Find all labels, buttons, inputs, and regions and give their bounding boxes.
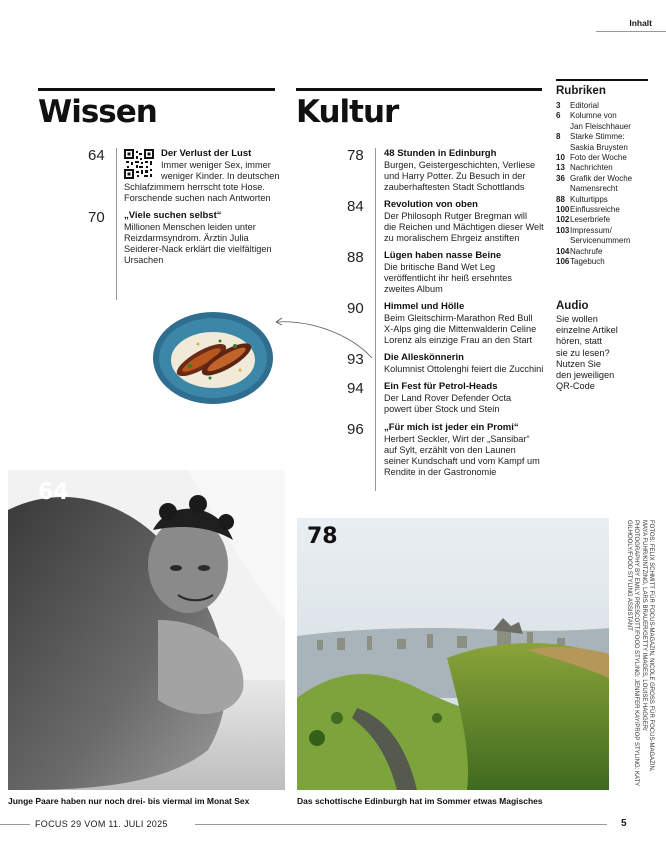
article-desc-line: Ursachen xyxy=(124,255,164,265)
audio-line: sie zu lesen? xyxy=(556,347,610,358)
rubrik-item[interactable] xyxy=(556,163,660,173)
couple-photo[interactable] xyxy=(8,470,285,790)
page-number: 88 xyxy=(347,249,364,266)
page-number: 90 xyxy=(347,300,364,317)
audio-line: Sie wollen xyxy=(556,314,598,324)
rubrik-page: 102 xyxy=(556,215,570,225)
page-number: 70 xyxy=(88,209,105,226)
rubrik-item[interactable] xyxy=(556,111,660,132)
photo-caption: Das schottische Edinburgh hat im Sommer etwas Magisches xyxy=(297,796,543,806)
rubrik-label: Starke Stimme: xyxy=(570,132,625,142)
audio-line: Nutzen Sie xyxy=(556,358,601,369)
rubrik-page: 13 xyxy=(556,163,565,173)
rubrik-label: Leserbriefe xyxy=(570,215,611,225)
rubrik-item[interactable] xyxy=(556,215,660,225)
article-desc-line: Millionen Menschen leiden unter xyxy=(124,222,256,232)
rubrik-page: 103 xyxy=(556,225,570,235)
rubrik-page: 100 xyxy=(556,205,570,215)
rubrik-item[interactable] xyxy=(556,174,660,195)
rubrik-page: 8 xyxy=(556,132,561,142)
article-desc-line: Reizdarmsyndrom. Ärztin Julia xyxy=(124,233,249,243)
audio-line: QR-Code xyxy=(556,381,595,392)
rubrik-label: Tagebuch xyxy=(570,257,605,267)
article-title[interactable]: Lügen haben nasse Beine xyxy=(384,250,502,261)
rubrik-item[interactable] xyxy=(556,205,660,215)
article-desc-line: Kolumnist Ottolenghi feiert die Zucchini xyxy=(384,364,544,374)
rubrik-page: 3 xyxy=(556,101,561,110)
audio-line: hören, statt xyxy=(556,336,602,347)
page-number: 96 xyxy=(347,421,364,438)
page-number: 94 xyxy=(347,380,364,397)
audio-line: einzelne Artikel xyxy=(556,325,618,336)
credit-line: MAYA FUHR/KINTZING, LARS BRAUER/GETTY IMAGES, LOUISE HAGGER/ xyxy=(640,520,647,731)
rubrik-label: Nachrichten xyxy=(570,163,613,173)
article-desc-line: zauberhaftesten Stadt Schottlands xyxy=(384,182,525,192)
rubrik-item[interactable] xyxy=(556,247,660,257)
article-desc-line: auf Sylt, erzählt von den Launen xyxy=(384,445,516,455)
footer-rule xyxy=(195,824,607,825)
rubriken-list xyxy=(556,101,660,268)
page-number: 93 xyxy=(347,351,364,368)
article-desc-line: X-Alps ging die Mittenwalderin Celine xyxy=(384,324,537,334)
rubrik-page: 36 xyxy=(556,173,565,183)
footer-page-number: 5 xyxy=(621,818,627,829)
rubrik-item[interactable] xyxy=(556,153,660,163)
rubrik-label: Foto der Woche xyxy=(570,153,627,163)
header-label: Inhalt xyxy=(629,18,652,28)
article-title[interactable]: 48 Stunden in Edinburgh xyxy=(384,148,497,159)
rubrik-item[interactable] xyxy=(556,195,660,205)
rubriken-title: Rubriken xyxy=(556,85,606,97)
article-desc-line: Herbert Seckler, Wirt der „Sansibar“ xyxy=(384,434,530,444)
article-desc-line: Lorenz als einzige Frau an den Start xyxy=(384,335,533,345)
rubrik-page: 106 xyxy=(556,257,570,267)
page-number: 84 xyxy=(347,198,364,215)
photo-credit xyxy=(624,520,654,786)
article-title[interactable]: „Für mich ist jeder ein Promi“ xyxy=(384,422,519,433)
rubrik-page: 88 xyxy=(556,194,565,204)
rubrik-label: Grafik der Woche xyxy=(570,173,633,183)
rubrik-page: 104 xyxy=(556,246,570,256)
article-desc-line: die Reichen und Mächtigen dieser Welt xyxy=(384,222,544,232)
article-desc-line: veröffentlicht ihr heiß ersehntes xyxy=(384,273,513,283)
photo-caption: Junge Paare haben nur noch drei- bis viermal im Monat Sex xyxy=(8,796,250,806)
kultur-title: Kultur xyxy=(296,94,399,130)
article-desc-line: Seiderer-Nack erklärt die vielfältigen xyxy=(124,244,272,254)
article-title[interactable]: Die Alleskönnerin xyxy=(384,352,464,363)
rubrik-item[interactable] xyxy=(556,132,660,153)
qr-code-icon[interactable] xyxy=(124,149,154,179)
photo-page-number: 64 xyxy=(38,480,69,505)
rubrik-label: Kolumne von xyxy=(570,111,617,121)
article-desc-line: Der Philosoph Rutger Bregman will xyxy=(384,211,527,221)
article-desc-line: zweites Album xyxy=(384,284,443,294)
audio-title: Audio xyxy=(556,300,589,312)
footer-rule xyxy=(0,824,30,825)
rubrik-label: Editorial xyxy=(570,101,599,110)
rubrik-label: Jan Fleischhauer xyxy=(570,121,631,131)
article-desc-line: zu moralischem Ehrgeiz anstiften xyxy=(384,233,520,243)
article-desc-line: powert über Stock und Stein xyxy=(384,404,500,414)
article-desc-line: Immer weniger Sex, immer xyxy=(161,160,271,170)
article-desc-line: weniger Kinder. In deutschen xyxy=(161,171,280,181)
article-desc-line: Beim Gleitschirm-Marathon Red Bull xyxy=(384,313,533,323)
photo-page-number: 78 xyxy=(307,524,338,549)
article-desc-line: Der Land Rover Defender Octa xyxy=(384,393,512,403)
rubrik-page: 6 xyxy=(556,111,561,121)
credit-line: FOTOS: FELIX SCHMITT FÜR FOCUS-MAGAZIN, NICOLE GROSS FÜR FOCUS-MAGAZIN, xyxy=(648,520,654,772)
wissen-title: Wissen xyxy=(38,94,157,130)
audio-line: den jeweiligen xyxy=(556,370,615,381)
food-plate-image xyxy=(150,306,276,406)
page-number: 64 xyxy=(88,147,105,164)
article-desc-line: und Harry Potter. Zu Besuch in der xyxy=(384,171,526,181)
rubrik-label: Kulturtipps xyxy=(570,194,608,204)
article-desc-line: Die britische Band Wet Leg xyxy=(384,262,496,272)
article-title[interactable]: Der Verlust der Lust xyxy=(161,148,252,159)
rubrik-item[interactable] xyxy=(556,101,660,111)
article-desc-line: Burgen, Geistergeschichten, Verliese xyxy=(384,160,536,170)
credit-line: PHOTOGRAPHY BY EMILY PRESCOTT/FOOD STYLING: JENNIFER KAY/PROP STYLING: KATY xyxy=(633,520,640,787)
page-number: 78 xyxy=(347,147,364,164)
article-title[interactable]: Himmel und Hölle xyxy=(384,301,465,312)
rubrik-item[interactable] xyxy=(556,257,660,267)
rubrik-label: Impressum/ xyxy=(570,225,612,235)
credit-line: GILHOOLY/FOOD STYLING ASSISTANT xyxy=(625,520,632,631)
rubrik-item[interactable] xyxy=(556,226,660,247)
wissen-rule xyxy=(38,88,275,91)
edinburgh-photo[interactable] xyxy=(297,518,609,790)
rubrik-label: Einflussreiche xyxy=(570,205,620,215)
article-desc-line: Schlafzimmern herrscht tote Hose. xyxy=(124,182,265,192)
wissen-divider xyxy=(116,148,117,300)
rubrik-page: 10 xyxy=(556,153,565,163)
audio-text xyxy=(556,314,618,392)
kultur-rule xyxy=(296,88,542,91)
rubrik-label: Namensrecht xyxy=(570,184,618,194)
rubrik-label: Servicenummern xyxy=(570,236,631,246)
article-desc-line: seiner Kundschaft und vom Kampf um xyxy=(384,456,540,466)
header-rule xyxy=(596,31,666,32)
article-title[interactable]: „Viele suchen selbst“ xyxy=(124,210,222,221)
article-desc-line: Forschende suchen nach Antworten xyxy=(124,193,271,203)
article-title[interactable]: Ein Fest für Petrol-Heads xyxy=(384,381,498,392)
rubrik-label: Nachrufe xyxy=(570,246,603,256)
rubrik-label: Saskia Bruysten xyxy=(570,142,628,152)
rubriken-rule xyxy=(556,79,648,81)
article-title[interactable]: Revolution von oben xyxy=(384,199,478,210)
article-desc-line: Rendite in der Gastronomie xyxy=(384,467,497,477)
footer-issue: FOCUS 29 VOM 11. JULI 2025 xyxy=(35,819,168,829)
